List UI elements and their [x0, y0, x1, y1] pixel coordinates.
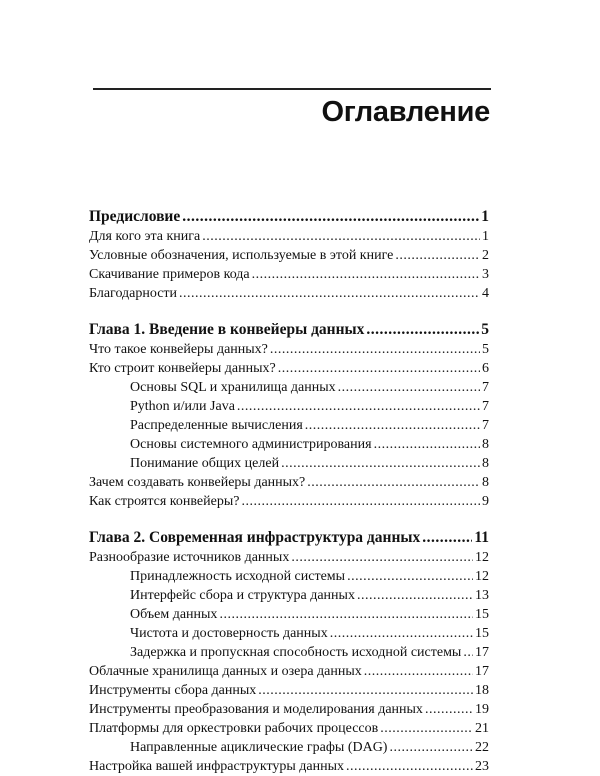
dot-leader — [364, 662, 473, 681]
toc-entry[interactable] — [89, 340, 489, 359]
toc-entry[interactable] — [89, 246, 489, 265]
toc-entry[interactable] — [89, 738, 489, 757]
dot-leader — [366, 319, 479, 340]
dot-leader — [422, 527, 472, 548]
toc-entry[interactable] — [89, 757, 489, 776]
toc-page-number: 7 — [482, 418, 489, 433]
toc-entry-title: Инструменты сбора данных — [89, 683, 257, 698]
dot-leader — [241, 492, 480, 511]
toc-entry-title: Основы системного администрирования — [130, 437, 372, 452]
toc-entry[interactable] — [89, 227, 489, 246]
toc-entry[interactable] — [89, 378, 489, 397]
toc-page-number: 2 — [482, 248, 489, 263]
toc-page-number: 5 — [481, 321, 489, 338]
toc-page-number: 3 — [482, 267, 489, 282]
dot-leader — [258, 681, 473, 700]
toc-page-number: 15 — [475, 607, 489, 622]
page-title: Оглавление — [321, 96, 490, 128]
toc-entry-title: Инструменты преобразования и моделирования данных — [89, 702, 423, 717]
toc-page-number: 17 — [475, 645, 489, 660]
toc-entry[interactable] — [89, 454, 489, 473]
toc-entry-title: Для кого эта книга — [89, 229, 201, 244]
dot-leader — [425, 700, 473, 719]
dot-leader — [202, 227, 480, 246]
toc-entry[interactable] — [89, 435, 489, 454]
toc-entry[interactable] — [89, 473, 489, 492]
toc-entry[interactable] — [89, 605, 489, 624]
toc-entry-title: Чистота и достоверность данных — [130, 626, 328, 641]
toc-entry-title: Основы SQL и хранилища данных — [130, 380, 336, 395]
dot-leader — [182, 206, 479, 227]
toc-entry-title: Направленные ациклические графы (DAG) — [130, 740, 388, 755]
toc-entry[interactable] — [89, 548, 489, 567]
toc-entry-title: Python и/или Java — [130, 399, 235, 414]
dot-leader — [374, 435, 480, 454]
toc-entry-title: Интерфейс сбора и структура данных — [130, 588, 355, 603]
toc-page-number: 7 — [482, 399, 489, 414]
dot-leader — [346, 757, 473, 776]
toc-page-number: 4 — [482, 286, 489, 301]
dot-leader — [389, 738, 473, 757]
dot-leader — [380, 719, 473, 738]
toc-entry[interactable] — [89, 397, 489, 416]
toc-chapter-heading[interactable] — [89, 527, 489, 548]
dot-leader — [338, 378, 480, 397]
dot-leader — [307, 473, 480, 492]
section-gap — [89, 511, 489, 527]
toc-page-number: 8 — [482, 475, 489, 490]
dot-leader — [281, 454, 480, 473]
toc-page-number: 19 — [475, 702, 489, 717]
toc-entry-title: Благодарности — [89, 286, 178, 301]
toc-page-number: 23 — [475, 759, 489, 774]
toc-entry[interactable] — [89, 567, 489, 586]
toc-entry[interactable] — [89, 416, 489, 435]
toc-entry-title: Зачем создавать конвейеры данных? — [89, 475, 306, 490]
toc-entry-title: Понимание общих целей — [130, 456, 280, 471]
table-of-contents — [89, 206, 489, 776]
toc-page-number: 18 — [475, 683, 489, 698]
toc-entry-title: Задержка и пропускная способность исходной системы — [130, 645, 462, 660]
dot-leader — [252, 265, 480, 284]
dot-leader — [463, 643, 473, 662]
toc-entry[interactable] — [89, 719, 489, 738]
toc-entry[interactable] — [89, 359, 489, 378]
dot-leader — [347, 567, 473, 586]
toc-page-number: 1 — [482, 229, 489, 244]
dot-leader — [330, 624, 473, 643]
toc-entry[interactable] — [89, 643, 489, 662]
toc-entry-title: Объем данных — [130, 607, 218, 622]
toc-page-number: 21 — [475, 721, 489, 736]
toc-page-number: 11 — [474, 529, 489, 546]
dot-leader — [291, 548, 473, 567]
toc-entry[interactable] — [89, 492, 489, 511]
toc-chapter-heading[interactable] — [89, 206, 489, 227]
dot-leader — [395, 246, 480, 265]
dot-leader — [305, 416, 480, 435]
dot-leader — [237, 397, 480, 416]
toc-page-number: 9 — [482, 494, 489, 509]
toc-page-number: 12 — [475, 569, 489, 584]
toc-entry-title: Предисловие — [89, 208, 181, 225]
toc-page-number: 1 — [481, 208, 489, 225]
toc-entry-title: Настройка вашей инфраструктуры данных — [89, 759, 345, 774]
toc-entry-title: Разнообразие источников данных — [89, 550, 290, 565]
toc-entry[interactable] — [89, 586, 489, 605]
toc-entry-title: Условные обозначения, используемые в этой книге — [89, 248, 394, 263]
toc-entry[interactable] — [89, 265, 489, 284]
dot-leader — [278, 359, 480, 378]
toc-entry[interactable] — [89, 662, 489, 681]
toc-entry[interactable] — [89, 681, 489, 700]
dot-leader — [219, 605, 473, 624]
toc-page-number: 12 — [475, 550, 489, 565]
toc-page-number: 15 — [475, 626, 489, 641]
toc-page-number: 8 — [482, 456, 489, 471]
toc-entry-title: Как строятся конвейеры? — [89, 494, 240, 509]
section-gap — [89, 303, 489, 319]
toc-entry-title: Облачные хранилища данных и озера данных — [89, 664, 362, 679]
toc-page-number: 6 — [482, 361, 489, 376]
toc-entry[interactable] — [89, 624, 489, 643]
toc-entry[interactable] — [89, 700, 489, 719]
toc-page-number: 5 — [482, 342, 489, 357]
toc-chapter-heading[interactable] — [89, 319, 489, 340]
dot-leader — [270, 340, 480, 359]
toc-entry-title: Что такое конвейеры данных? — [89, 342, 268, 357]
toc-entry[interactable] — [89, 284, 489, 303]
dot-leader — [357, 586, 473, 605]
toc-page-number: 17 — [475, 664, 489, 679]
header-rule — [93, 88, 491, 90]
toc-page-number: 22 — [475, 740, 489, 755]
toc-entry-title: Принадлежность исходной системы — [130, 569, 346, 584]
toc-page-number: 8 — [482, 437, 489, 452]
toc-page-number: 7 — [482, 380, 489, 395]
toc-entry-title: Глава 1. Введение в конвейеры данных — [89, 321, 365, 338]
toc-entry-title: Кто строит конвейеры данных? — [89, 361, 276, 376]
toc-page-number: 13 — [475, 588, 489, 603]
toc-entry-title: Платформы для оркестровки рабочих процессов — [89, 721, 379, 736]
toc-entry-title: Распределенные вычисления — [130, 418, 303, 433]
dot-leader — [179, 284, 480, 303]
toc-entry-title: Глава 2. Современная инфраструктура данных — [89, 529, 421, 546]
toc-entry-title: Скачивание примеров кода — [89, 267, 250, 282]
